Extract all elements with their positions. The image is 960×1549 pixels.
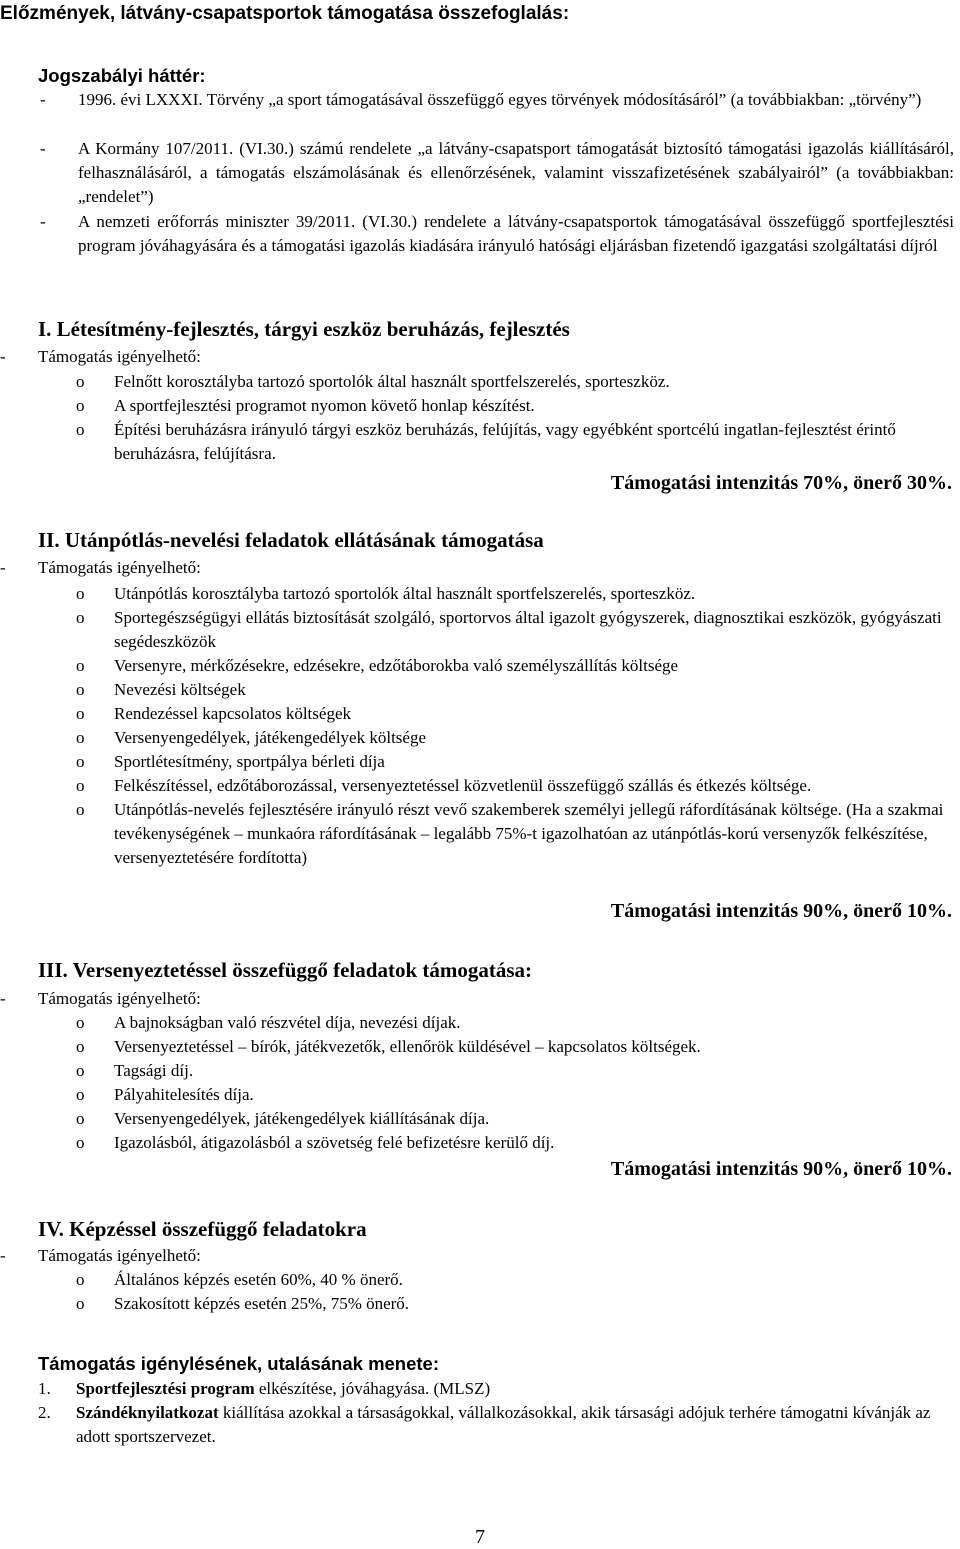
list-item — [76, 702, 954, 726]
step-title: Szándéknyilatkozat — [76, 1403, 219, 1422]
support-intensity: Támogatási intenzitás 90%, önerő 10%. — [610, 1158, 952, 1180]
bullet-marker: o — [76, 800, 85, 819]
list-item-text: Versenyengedélyek, játékengedélyek költsége — [114, 728, 427, 747]
bullet-marker: o — [76, 608, 85, 627]
bullet-marker: o — [76, 1085, 85, 1104]
claimable-line — [0, 345, 950, 369]
section-heading: III. Versenyeztetéssel összefüggő feladatok támogatása: — [38, 958, 533, 982]
bullet-marker: o — [76, 372, 85, 391]
claimable-line — [0, 987, 950, 1011]
list-dash: - — [40, 139, 46, 158]
list-item-text: Igazolásból, átigazolásból a szövetség felé befizetésre kerülő díj. — [114, 1133, 555, 1152]
list-item — [76, 1035, 954, 1059]
step-number: 2. — [38, 1403, 51, 1422]
claimable-label: Támogatás igényelhető: — [38, 558, 201, 577]
section-heading: IV. Képzéssel összefüggő feladatokra — [38, 1217, 367, 1241]
list-item-text: Felkészítéssel, edzőtáborozással, versenyeztetéssel közvetlenül összefüggő szállás és étkezés költsége. — [114, 776, 812, 795]
bullet-list — [76, 582, 954, 870]
page-title: Előzmények, látvány-csapatsportok támogatása összefoglalás: — [0, 3, 570, 24]
list-dash: - — [0, 1246, 6, 1265]
bullet-marker: o — [76, 1037, 85, 1056]
legal-background-heading: Jogszabályi háttér: — [38, 65, 206, 86]
list-item — [76, 582, 954, 606]
list-item-text: A bajnokságban való részvétel díja, nevezési díjak. — [114, 1013, 461, 1032]
bullet-marker: o — [76, 728, 85, 747]
support-intensity: Támogatási intenzitás 90%, önerő 10%. — [610, 900, 952, 922]
bullet-marker: o — [76, 396, 85, 415]
legal-item-text: 1996. évi LXXXI. Törvény „a sport támogatásával összefüggő egyes törvények módosításáról” (a továbbiakban: „törvény”) — [78, 90, 922, 109]
list-item-text: Felnőtt korosztályba tartozó sportolók által használt sportfelszerelés, sporteszköz. — [114, 372, 670, 391]
list-item-text: Versenyengedélyek, játékengedélyek kiállításának díja. — [114, 1109, 490, 1128]
bullet-list — [76, 1011, 954, 1155]
bullet-list — [76, 370, 954, 466]
legal-item-text: A nemzeti erőforrás miniszter 39/2011. (VI.30.) rendelete a látvány-csapatsportok támogatásával összefüggő sportfejlesztési program jóváhagyására és a támogatási igazolás kiadására irányuló hatósági eljárásban fizetendő igazgatási szolgáltatási díjról — [78, 212, 954, 255]
bullet-marker: o — [76, 1294, 85, 1313]
list-dash: - — [0, 347, 6, 366]
list-dash: - — [40, 90, 46, 109]
legal-item-text: A Kormány 107/2011. (VI.30.) számú rendelete „a látvány-csapatsport támogatását biztosító támogatási igazolás kiállításáról, felhasználásáról, a támogatás elszámolásának és ellenőrzésének, valamint visszafizetésének szabályairól” (a továbbiakban: „rendelet”) — [78, 139, 954, 206]
section-heading: II. Utánpótlás-nevelési feladatok ellátásának támogatása — [38, 528, 544, 552]
list-item-text: Tagsági díj. — [114, 1061, 194, 1080]
list-item-text: Sportlétesítmény, sportpálya bérleti díja — [114, 752, 385, 771]
list-item — [76, 1011, 954, 1035]
list-item — [76, 774, 954, 798]
process-step — [38, 1377, 954, 1401]
list-item — [76, 654, 954, 678]
bullet-marker: o — [76, 1061, 85, 1080]
list-item — [76, 1107, 954, 1131]
process-steps — [38, 1377, 954, 1449]
claimable-label: Támogatás igényelhető: — [38, 989, 201, 1008]
legal-item — [40, 137, 954, 209]
bullet-marker: o — [76, 1133, 85, 1152]
section-heading: I. Létesítmény-fejlesztés, tárgyi eszköz beruházás, fejlesztés — [38, 317, 570, 341]
list-item-text: Általános képzés esetén 60%, 40 % önerő. — [114, 1270, 403, 1289]
list-item-text: Szakosított képzés esetén 25%, 75% önerő. — [114, 1294, 410, 1313]
list-item — [76, 678, 954, 702]
process-heading: Támogatás igénylésének, utalásának menete: — [38, 1353, 440, 1374]
list-item — [76, 750, 954, 774]
bullet-list — [76, 1268, 954, 1316]
bullet-marker: o — [76, 752, 85, 771]
list-item-text: Rendezéssel kapcsolatos költségek — [114, 704, 351, 723]
list-item-text: Utánpótlás-nevelés fejlesztésére irányuló részt vevő szakemberek személyi jellegű ráfordításának költsége. (Ha a szakmai tevékenységének – munkaóra ráfordításának – legalább 75%-t igazolhatóan az utánpótlás-korú versenyzők felkészítése, versenyeztetésére fordította) — [114, 800, 944, 867]
legal-item — [40, 88, 954, 112]
process-step — [38, 1401, 954, 1449]
bullet-marker: o — [76, 1270, 85, 1289]
list-item-text: Versenyeztetéssel – bírók, játékvezetők, ellenőrök küldésével – kapcsolatos költségek. — [114, 1037, 701, 1056]
list-item-text: Versenyre, mérkőzésekre, edzésekre, edzőtáborokba való személyszállítás költsége — [114, 656, 679, 675]
list-item — [76, 726, 954, 750]
list-item — [76, 394, 954, 418]
bullet-marker: o — [76, 1013, 85, 1032]
claimable-label: Támogatás igényelhető: — [38, 1246, 201, 1265]
legal-item — [40, 210, 954, 258]
list-dash: - — [40, 212, 46, 231]
list-item-text: A sportfejlesztési programot nyomon követő honlap készítést. — [114, 396, 535, 415]
list-item — [76, 606, 954, 654]
bullet-marker: o — [76, 776, 85, 795]
bullet-marker: o — [76, 584, 85, 603]
list-item-text: Utánpótlás korosztályba tartozó sportolók által használt sportfelszerelés, sporteszköz. — [114, 584, 696, 603]
claimable-line — [0, 1244, 950, 1268]
list-item — [76, 1292, 954, 1316]
step-text: kiállítása azokkal a társaságokkal, vállalkozásokkal, akik társasági adójuk terhére támogatni kívánják az adott sportszervezet. — [76, 1403, 931, 1446]
list-item — [76, 798, 954, 870]
support-intensity: Támogatási intenzitás 70%, önerő 30%. — [610, 472, 952, 494]
bullet-marker: o — [76, 420, 85, 439]
step-title: Sportfejlesztési program — [76, 1379, 255, 1398]
bullet-marker: o — [76, 656, 85, 675]
list-dash: - — [0, 989, 6, 1008]
claimable-line — [0, 556, 950, 580]
list-item-text: Nevezési költségek — [114, 680, 246, 699]
list-item — [76, 1059, 954, 1083]
bullet-marker: o — [76, 680, 85, 699]
list-item — [76, 418, 954, 466]
page-number: 7 — [475, 1526, 485, 1548]
list-item — [76, 1083, 954, 1107]
list-item-text: Sportegészségügyi ellátás biztosítását szolgáló, sportorvos által igazolt gyógyszerek, diagnosztikai eszközök, gyógyászati segédeszközök — [114, 608, 942, 651]
list-item — [76, 1131, 954, 1155]
list-item — [76, 1268, 954, 1292]
list-item-text: Építési beruházásra irányuló tárgyi eszköz beruházás, felújítás, vagy egyébként sportcélú ingatlan-fejlesztést érintő beruházásra, felújításra. — [114, 420, 896, 463]
step-text: elkészítése, jóváhagyása. (MLSZ) — [254, 1379, 491, 1398]
bullet-marker: o — [76, 704, 85, 723]
list-dash: - — [0, 558, 6, 577]
step-number: 1. — [38, 1379, 51, 1398]
claimable-label: Támogatás igényelhető: — [38, 347, 201, 366]
bullet-marker: o — [76, 1109, 85, 1128]
list-item-text: Pályahitelesítés díja. — [114, 1085, 254, 1104]
list-item — [76, 370, 954, 394]
